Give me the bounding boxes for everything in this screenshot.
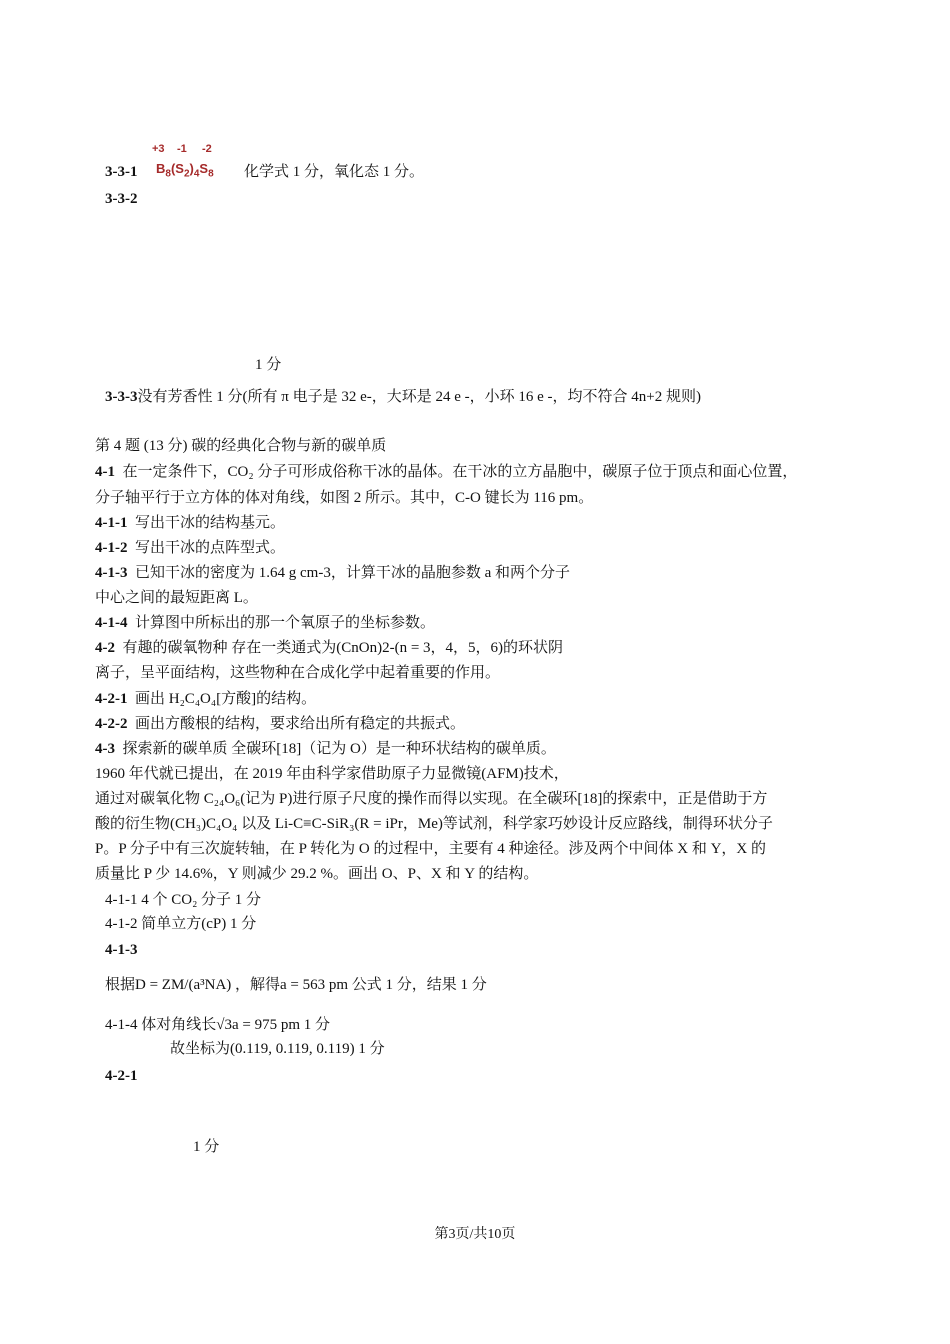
q411-number: 4-1-1 xyxy=(95,515,128,531)
p42-number: 4-2 xyxy=(95,640,115,656)
p43-number: 4-3 xyxy=(95,741,115,757)
p43-line-b: 1960 年代就已提出，在 2019 年由科学家借助原子力显微镜(AFM)技术， xyxy=(95,766,569,782)
p42-line-a xyxy=(95,638,563,658)
ans-414-b: 故坐标为(0.119, 0.119, 0.119) 1 分 xyxy=(170,1041,385,1057)
ans-421-number: 4-2-1 xyxy=(105,1068,138,1084)
page-footer: 第3页/共10页 xyxy=(434,1227,516,1242)
p41-number: 4-1 xyxy=(95,464,115,480)
q421 xyxy=(95,689,316,709)
q413-number: 4-1-3 xyxy=(95,565,128,581)
p41-line-a xyxy=(95,462,797,482)
q411 xyxy=(95,513,285,533)
p43-line-e: P。P 分子中有三次旋转轴，在 P 转化为 O 的过程中，主要有 4 种途径。涉及两个中间体 X 和 Y，X 的 xyxy=(95,841,766,857)
q412-number: 4-1-2 xyxy=(95,540,128,556)
ox-s: -2 xyxy=(202,143,212,155)
q4-title: 第 4 题 (13 分) 碳的经典化合物与新的碳单质 xyxy=(95,438,387,454)
q414 xyxy=(95,613,435,633)
p43-line-a xyxy=(95,739,556,759)
q333-answer xyxy=(105,387,701,407)
q414-text: 计算图中所标出的那一个氧原子的坐标参数。 xyxy=(135,615,436,631)
q412 xyxy=(95,538,285,558)
p42-line-b: 离子，呈平面结构，这些物种在合成化学中起着重要的作用。 xyxy=(95,665,501,681)
q333-number: 3-3-3 xyxy=(105,389,138,405)
ox-b: +3 xyxy=(152,143,165,155)
ans-413-formula: 根据D = ZM/(a³NA) ，解得a = 563 pm 公式 1 分，结果 1 分 xyxy=(105,977,487,993)
ans-413-number: 4-1-3 xyxy=(105,942,138,958)
q331-score: 化学式 1 分，氧化态 1 分。 xyxy=(244,164,425,180)
ans-414-a: 4-1-4 体对角线长√3a = 975 pm 1 分 xyxy=(105,1017,331,1033)
q421-number: 4-2-1 xyxy=(95,691,128,707)
p42-text-a: 有趣的碳氧物种 存在一类通式为(CnOn)2-(n = 3，4，5，6)的环状阴 xyxy=(122,640,564,656)
q422-number: 4-2-2 xyxy=(95,716,128,732)
p41-text-a: 在一定条件下，CO₂ 分子可形成俗称干冰的晶体。在干冰的立方晶胞中，碳原子位于顶点和面心位置， xyxy=(122,464,798,480)
q414-number: 4-1-4 xyxy=(95,615,128,631)
q411-text: 写出干冰的结构基元。 xyxy=(135,515,286,531)
p41-line-b: 分子轴平行于立方体的体对角线，如图 2 所示。其中，C-O 键长为 116 pm。 xyxy=(95,490,594,506)
p43-line-c: 通过对碳氧化物 C₂₄O₆(记为 P)进行原子尺度的操作而得以实现。在全碳环[18]的探索中，正是借助于方 xyxy=(95,791,768,807)
p43-text-a: 探索新的碳单质 全碳环[18]（记为 O）是一种环状结构的碳单质。 xyxy=(122,741,556,757)
q412-text: 写出干冰的点阵型式。 xyxy=(135,540,286,556)
ox-s2: -1 xyxy=(177,143,187,155)
ans-412: 4-1-2 简单立方(cP) 1 分 xyxy=(105,916,257,932)
q422-text: 画出方酸根的结构，要求给出所有稳定的共振式。 xyxy=(135,716,466,732)
formula-b8s2s8: $B_8(S_2)_4S_8$ xyxy=(156,161,214,180)
q413-line-b: 中心之间的最短距离 L。 xyxy=(95,590,258,606)
q421-text: 画出 H₂C₄O₄[方酸]的结构。 xyxy=(135,691,317,707)
ans-421-score: 1 分 xyxy=(193,1139,220,1155)
p43-line-d: 酸的衍生物(CH₃)C₄O₄ 以及 Li-C≡C-SiR₃(R = iPr，Me)等试剂，科学家巧妙设计反应路线，制得环状分子 xyxy=(95,816,773,832)
q332-score: 1 分 xyxy=(255,357,282,373)
q332-number: 3-3-2 xyxy=(105,191,138,207)
q422 xyxy=(95,714,465,734)
q333-text: 没有芳香性 1 分(所有 π 电子是 32 e-，大环是 24 e -，小环 16 e -，均不符合 4n+2 规则) xyxy=(137,389,701,405)
q331-number: 3-3-1 xyxy=(105,164,138,180)
q413 xyxy=(95,563,570,583)
ans-411: 4-1-1 4 个 CO₂ 分子 1 分 xyxy=(105,892,262,908)
p43-line-f: 质量比 P 少 14.6%，Y 则减少 29.2 %。画出 O、P、X 和 Y 的结构。 xyxy=(95,866,539,882)
q413-text-a: 已知干冰的密度为 1.64 g cm-3，计算干冰的晶胞参数 a 和两个分子 xyxy=(135,565,570,581)
